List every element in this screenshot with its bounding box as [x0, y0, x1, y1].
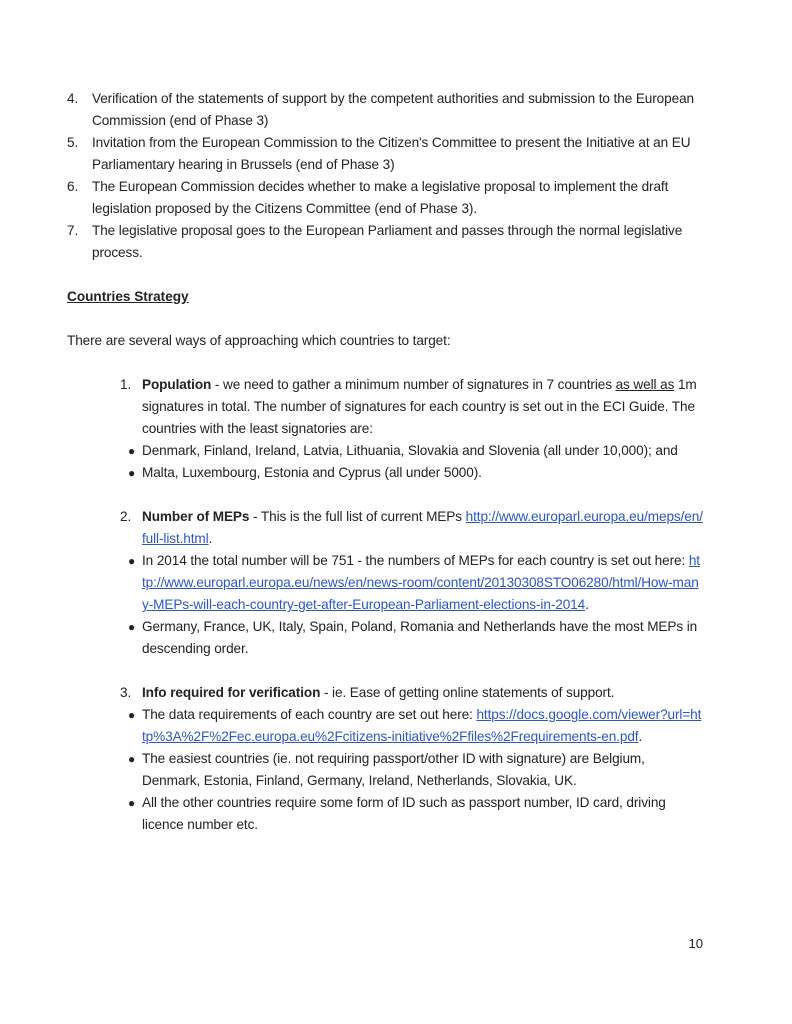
bullet-dot-icon: ●	[128, 554, 136, 568]
strategy-list	[67, 682, 703, 704]
bullet-dot-icon: ●	[128, 752, 136, 766]
verification-bullets	[67, 704, 703, 836]
list-item	[67, 220, 703, 264]
list-item-text: Denmark, Finland, Ireland, Latvia, Lithuania, Slovakia and Slovenia (all under 10,000); and	[142, 443, 678, 458]
page-number: 10	[688, 936, 703, 951]
trailing-punctuation: .	[585, 597, 589, 612]
list-item-text: The easiest countries (ie. not requiring passport/other ID with signature) are Belgium, Denmark, Estonia, Finland, Germany, Ireland, Netherlands, Slovakia, UK.	[142, 751, 645, 788]
list-item-text: In 2014 the total number will be 751 - the numbers of MEPs for each country is set out here:	[142, 553, 689, 568]
list-marker: 5.	[67, 135, 79, 150]
bullet-dot-icon: ●	[128, 708, 136, 722]
item-title: Number of MEPs	[142, 509, 250, 524]
page-title: Countries Strategy	[67, 289, 189, 304]
list-item-text: The data requirements of each country are set out here:	[142, 707, 477, 722]
list-item	[128, 462, 703, 484]
item-body-part1: - we need to gather a minimum number of signatures in 7 countries	[211, 377, 616, 392]
item-body-underlined: as well as	[615, 377, 675, 392]
strategy-item-meps	[120, 506, 703, 550]
list-item	[128, 440, 703, 462]
list-item	[128, 748, 703, 792]
link-meps-per-country[interactable]: http://www.europarl.europa.eu/news/en/news-room/content/20130308STO06280/html/How-many-MEPs-will-each-country-get-after-European-Parliament-elections-in-2014	[142, 553, 700, 612]
strategy-item-verification	[120, 682, 703, 704]
trailing-punctuation: .	[638, 729, 643, 744]
trailing-punctuation: .	[208, 531, 213, 546]
list-marker: 3.	[120, 685, 132, 700]
item-body: - This is the full list of current MEPs	[249, 509, 466, 524]
list-marker: 1.	[120, 377, 132, 392]
list-item	[128, 792, 703, 836]
list-item-text: The legislative proposal goes to the European Parliament and passes through the normal legislative process.	[92, 223, 683, 260]
list-item	[128, 704, 703, 748]
list-marker: 6.	[67, 179, 79, 194]
link-data-requirements[interactable]: https://docs.google.com/viewer?url=http%3A%2F%2Fec.europa.eu%2Fcitizens-initiative%2Ffiles%2Frequirements-en.pdf	[142, 707, 702, 744]
strategy-list	[67, 506, 703, 550]
item-body: - ie. Ease of getting online statements of support.	[320, 685, 615, 700]
list-item-text: Invitation from the European Commission to the Citizen's Committee to present the Initiative at an EU Parliamentary hearing in Brussels (end of Phase 3)	[92, 135, 691, 172]
list-item-text: Germany, France, UK, Italy, Spain, Poland, Romania and Netherlands have the most MEPs in descending order.	[142, 619, 698, 656]
list-marker: 4.	[67, 91, 79, 106]
list-item-text: The European Commission decides whether to make a legislative proposal to implement the draft legislation proposed by the Citizens Committee (end of Phase 3).	[92, 179, 669, 216]
strategy-list	[67, 374, 703, 440]
list-item	[67, 176, 703, 220]
population-bullets	[67, 440, 703, 484]
item-title: Info required for verification	[142, 685, 321, 700]
section-heading-wrap	[67, 286, 703, 308]
meps-bullets	[67, 550, 703, 660]
page-content	[67, 88, 703, 836]
list-item	[128, 616, 703, 660]
strategy-item-population	[120, 374, 703, 440]
process-steps-list	[67, 88, 703, 264]
spacer	[67, 660, 703, 682]
bullet-dot-icon: ●	[128, 466, 136, 480]
list-item-text: All the other countries require some form of ID such as passport number, ID card, driving licence number etc.	[142, 795, 666, 832]
list-marker: 2.	[120, 509, 132, 524]
bullet-dot-icon: ●	[128, 796, 136, 810]
spacer	[67, 352, 703, 374]
spacer	[67, 484, 703, 506]
item-title: Population	[142, 377, 212, 392]
list-item-text: Verification of the statements of support by the competent authorities and submission to the European Commission (end of Phase 3)	[92, 91, 694, 128]
lead-paragraph: There are several ways of approaching which countries to target:	[67, 333, 451, 348]
item-body-part2: 1m signatures in total. The number of signatures for each country is set out in the ECI Guide. The countries with the least signatories are:	[142, 377, 697, 436]
link-meps-full-list[interactable]: http://www.europarl.europa.eu/meps/en/full-list.html	[142, 509, 703, 546]
list-item	[128, 550, 703, 616]
list-item	[67, 132, 703, 176]
bullet-dot-icon: ●	[128, 444, 136, 458]
list-marker: 7.	[67, 223, 79, 238]
bullet-dot-icon: ●	[128, 620, 136, 634]
list-item	[67, 88, 703, 132]
list-item-text: Malta, Luxembourg, Estonia and Cyprus (all under 5000).	[142, 465, 482, 480]
